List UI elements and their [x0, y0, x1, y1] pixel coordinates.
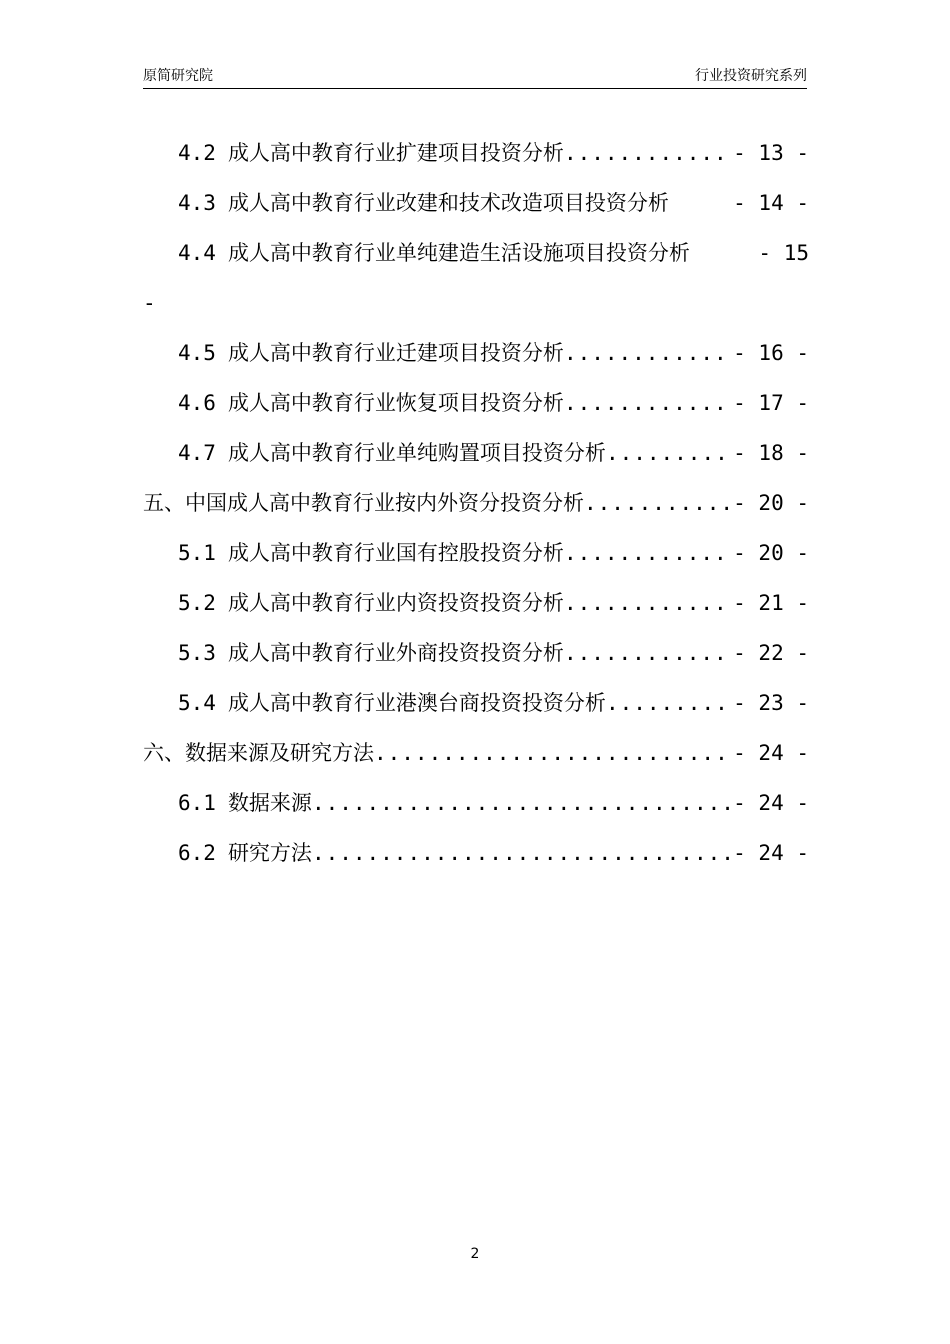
toc-entry-title: 成人高中教育行业单纯购置项目投资分析	[227, 441, 606, 465]
toc-entry-title: 数据来源	[227, 791, 312, 815]
toc-chapter[interactable]	[143, 478, 809, 528]
toc-entry-number: 4.7	[178, 441, 216, 465]
toc-entry[interactable]	[143, 528, 809, 578]
toc-entry-title: 成人高中教育行业改建和技术改造项目投资分析	[227, 191, 669, 215]
toc-entry-number: 4.5	[178, 341, 216, 365]
header-series-name: 行业投资研究系列	[695, 68, 807, 84]
toc-leader-dots	[564, 328, 729, 378]
toc-entry-title: 成人高中教育行业迁建项目投资分析	[227, 341, 564, 365]
toc-entry[interactable]	[143, 178, 809, 228]
toc-entry-page: - 22 -	[733, 641, 809, 665]
toc-entry-number: 5.1	[178, 541, 216, 565]
toc-entry-number: 5.4	[178, 691, 216, 715]
toc-entry-number: 4.6	[178, 391, 216, 415]
toc-entry-title: 成人高中教育行业国有控股投资分析	[227, 541, 564, 565]
toc-entry-page: - 24 -	[733, 841, 809, 865]
toc-chapter-title: 数据来源及研究方法	[185, 741, 374, 765]
toc-entry-number: 5.3	[178, 641, 216, 665]
toc-entry[interactable]	[143, 378, 809, 428]
toc-entry-page: - 21 -	[733, 591, 809, 615]
toc-entry-title: 研究方法	[227, 841, 312, 865]
toc-entry[interactable]	[143, 828, 809, 878]
toc-entry-title: 成人高中教育行业内资投资投资分析	[227, 591, 564, 615]
toc-leader-dots	[564, 378, 729, 428]
toc-entry-number: 6.1	[178, 791, 216, 815]
header-org-name: 原简研究院	[143, 68, 213, 84]
toc-leader-dots	[564, 628, 729, 678]
toc-entry[interactable]	[143, 328, 809, 378]
toc-chapter-title: 中国成人高中教育行业按内外资分投资分析	[185, 491, 584, 515]
toc-entry-page: - 15	[758, 241, 809, 265]
toc-entry-number: 4.3	[178, 191, 216, 215]
page-header	[143, 66, 807, 89]
toc-entry-number: 5.2	[178, 591, 216, 615]
toc-entry-number: 4.4	[178, 241, 216, 265]
toc-leader-dots	[312, 778, 729, 828]
page-number: 2	[470, 1246, 480, 1262]
toc-entry-page: - 24 -	[733, 791, 809, 815]
toc-entry[interactable]	[143, 128, 809, 178]
toc-entry-page: - 23 -	[733, 691, 809, 715]
toc-entry-title: 成人高中教育行业外商投资投资分析	[227, 641, 564, 665]
toc-entry-number: 6.2	[178, 841, 216, 865]
toc-leader-dots	[606, 428, 729, 478]
toc-leader-dots	[564, 578, 729, 628]
toc-entry-page: - 18 -	[733, 441, 809, 465]
toc-entry-title: 成人高中教育行业恢复项目投资分析	[227, 391, 564, 415]
toc-leader-dots	[564, 528, 729, 578]
toc-chapter-number: 五、	[143, 491, 185, 515]
toc-entry-number: 4.2	[178, 141, 216, 165]
toc-entry[interactable]	[143, 228, 809, 328]
toc-chapter-page: - 20 -	[733, 491, 809, 515]
toc-entry-page: - 14 -	[733, 191, 809, 215]
toc-entry-page: - 17 -	[733, 391, 809, 415]
toc-leader-dots	[374, 728, 729, 778]
toc-entry-page: - 20 -	[733, 541, 809, 565]
toc-entry-page: - 13 -	[733, 141, 809, 165]
toc-entry-title: 成人高中教育行业单纯建造生活设施项目投资分析	[227, 241, 690, 265]
toc-leader-dots	[584, 478, 729, 528]
toc-entry-page: - 16 -	[733, 341, 809, 365]
toc-entry[interactable]	[143, 778, 809, 828]
toc-entry-page-tail: -	[143, 291, 156, 315]
toc-entry[interactable]	[143, 678, 809, 728]
toc-chapter-number: 六、	[143, 741, 185, 765]
toc-entry[interactable]	[143, 428, 809, 478]
toc-leader-dots	[312, 828, 729, 878]
toc-chapter[interactable]	[143, 728, 809, 778]
toc-entry[interactable]	[143, 628, 809, 678]
toc-chapter-page: - 24 -	[733, 741, 809, 765]
toc-entry-title: 成人高中教育行业扩建项目投资分析	[227, 141, 564, 165]
toc-entry[interactable]	[143, 578, 809, 628]
table-of-contents	[143, 128, 809, 878]
toc-leader-dots	[564, 128, 729, 178]
toc-entry-title: 成人高中教育行业港澳台商投资投资分析	[227, 691, 606, 715]
toc-leader-dots	[606, 678, 729, 728]
